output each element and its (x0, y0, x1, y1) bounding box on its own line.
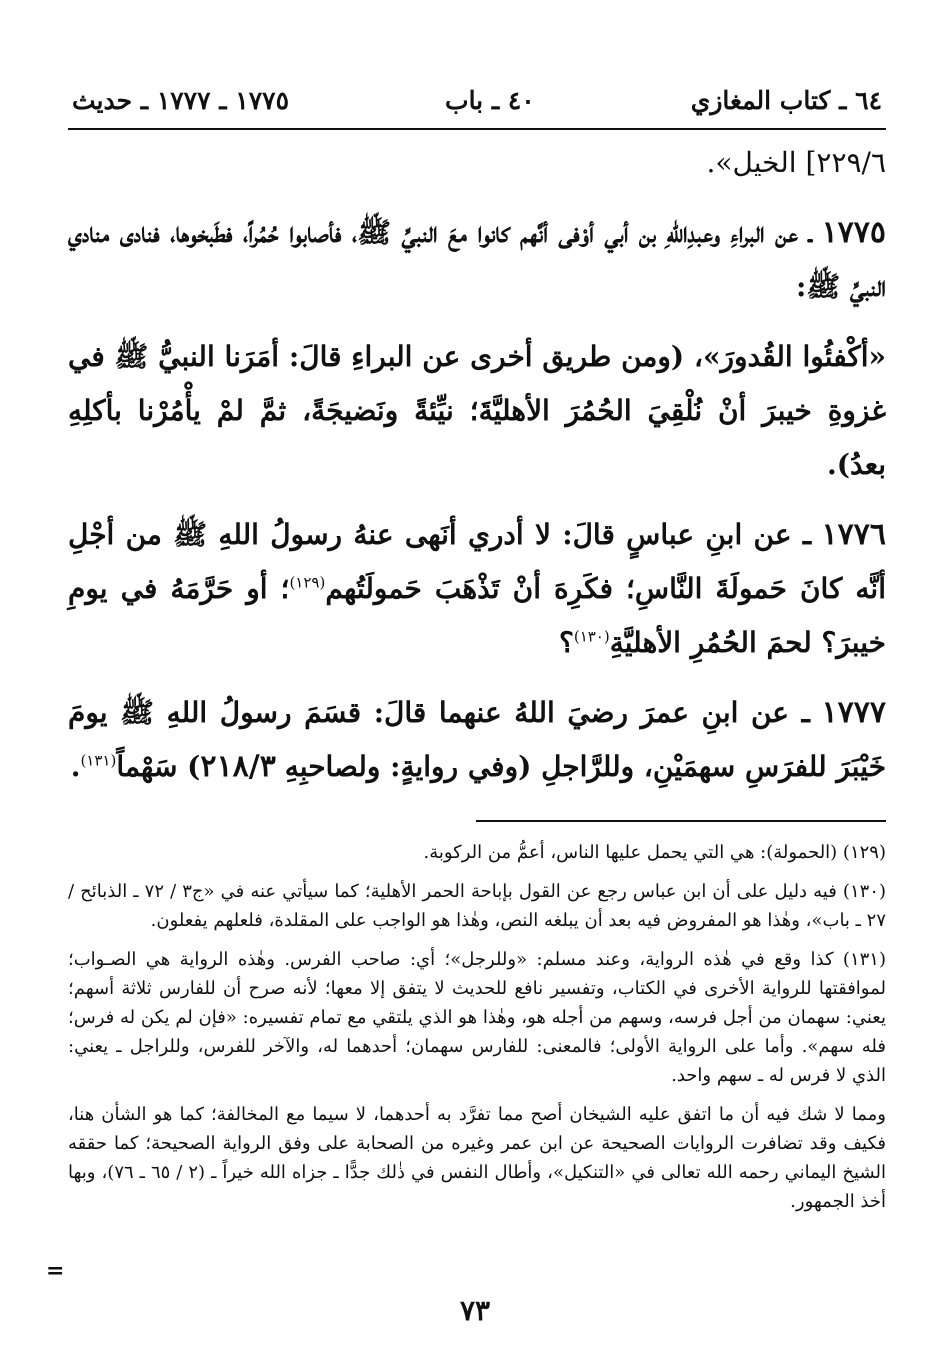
header-chapter: ٤٠ ـ باب (445, 86, 535, 115)
volume-reference: ٢١٨/٣ (200, 749, 276, 784)
footnote-129: (١٢٩) (الحمولة): هي التي يحمل عليها الناس، أعمُّ من الركوبة. (423, 842, 886, 863)
main-text (68, 136, 886, 794)
hadith-text: ـ عن ابنِ عباسٍ قالَ: لا أدري أنَهى عنهُ رسولُ اللهِ ﷺ من أجْلِ أنَّه كانَ حَمولَةَ النَّاسِ؛ فكَرِهَ أنْ تَذْهَبَ حَمولَتُهم (68, 518, 886, 605)
margin-continuation-mark: = (46, 1258, 65, 1284)
footnote-ref: (١٣٠) (573, 627, 610, 646)
hadith-number: ١٧٧٦ (821, 517, 886, 552)
hadith-text: «أكْفئُوا القُدورَ»، (ومن طريق أخرى عن البراءِ قالَ: أمَرَنا النبيُّ ﷺ في غزوةِ خيبرَ أنْ نُلْقِيَ الحُمُرَ الأهليَّةَ؛ نيِّئةً ونَضيجَةً، ثمَّ لمْ يأْمُرْنا بأكلِهِ بعدُ). (68, 340, 886, 481)
footnote-130: (١٣٠) فيه دليل على أن ابن عباس رجع عن القول بإباحة الحمر الأهلية؛ كما سيأتي عنه في «ج٣ / ٧٢ ـ الذبائح / ٢٧ ـ باب»، وهٰذا هو المفروض فيه بعد أن يبلغه النص، وهٰذا هو الواجب على المقلدة، فلعلهم يفعلون. (68, 881, 886, 931)
page-number: ٧٣ (459, 1294, 491, 1327)
hadith-text: ) سَهْماً (116, 750, 201, 783)
hadith-1776 (68, 508, 886, 670)
hadith-text: ـ عن ابنِ عمرَ رضيَ اللهُ عنهما قالَ: قسَمَ رسولُ اللهِ ﷺ يومَ خَيْبَرَ للفرَسِ سهمَيْنِ، وللرَّاجلِ (وفي روايةٍ: ولصاحبِهِ (68, 696, 886, 783)
footnote-separator (476, 820, 886, 822)
footnote-ref: (١٣١) (80, 751, 117, 770)
header-hadith-range: ١٧٧٥ ـ ١٧٧٧ ـ حديث (72, 86, 289, 115)
hadith-1777 (68, 686, 886, 794)
footnotes (68, 838, 886, 1216)
book-page (68, 86, 886, 1226)
hadith-number: ١٧٧٥ (821, 215, 887, 250)
hadith-number: ١٧٧٧ (821, 695, 886, 730)
hadith-text: ؟ (558, 626, 574, 659)
header-book-title: ٦٤ ـ كتاب المغازي (690, 86, 882, 115)
hadith-text: ـ عن البراءِ وعبدِاللهِ بن أبي أوْفى أنَّهم كانوا معَ النبيِّ ﷺ، فأصابوا حُمُراً، فطَبخوها، فنادى منادي النبيِّ ﷺ: (68, 216, 886, 303)
footnote-131: (١٣١) كذا وقع في هٰذه الرواية، وعند مسلم: «وللرجل»؛ أي: صاحب الفرس. وهٰذه الرواية هي الصـواب؛ لموافقتها للرواية الأخرى في الكتاب، وتفسير نافع للحديث لا يتفق إلا معها؛ لأنه صرح أن للفارس ثلاثة أسهم؛ يعني: سهمان من أجل فرسه، وسهم من أجله هو، وهٰذا هو الذي يلتقي مع تمام تفسيره: «فإن لم يكن له فرس؛ فله سهم». وأما على الرواية الأولى؛ فالمعنى: للفارس سهمان؛ أحدهما له، والآخر للفرس، وللراجل ـ يعني: الذي لا فرس له ـ سهم واحد. (68, 949, 886, 1086)
hadith-text: ؛ أو حَرَّمَهُ في يومِ خيبرَ؟ لحمَ الحُمُرِ الأهليَّةِ (68, 572, 886, 659)
hadith-1775-continuation (68, 330, 886, 492)
hadith-1775 (68, 206, 886, 314)
footnote-ref: (١٢٩) (289, 573, 326, 592)
intro-line: ٢٢٩/٦] الخيل». (706, 146, 886, 179)
footnote-131-continuation: ومما لا شك فيه أن ما اتفق عليه الشيخان أصح مما تفرَّد به أحدهما، لا سيما مع المخالفة؛ كما هو الشأن هنا، فكيف وقد تضافرت الروايات الصحيحة عن ابن عمر وغيره من الصحابة على وفق الرواية الصحيحة؛ كما حققه الشيخ اليماني رحمه الله تعالى في «التنكيل»، وأطال النفس في ذٰلك جدًّا ـ جزاه الله خيراً ـ (٢ / ٦٥ ـ ٧٦)، وبها أخذ الجمهور. (68, 1104, 886, 1212)
hadith-text: . (70, 750, 81, 783)
running-header (68, 86, 886, 130)
